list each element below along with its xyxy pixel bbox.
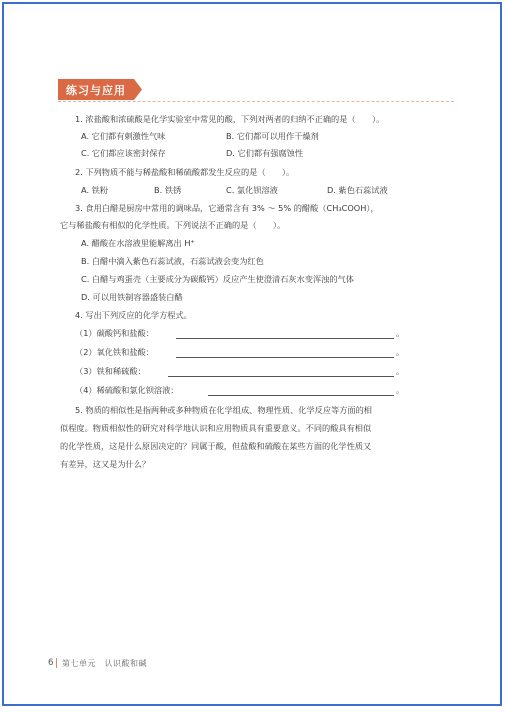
q1-option-d: D. 它们都有强腐蚀性 bbox=[226, 148, 304, 158]
q4-item-1-end: 。 bbox=[396, 328, 405, 338]
section-divider bbox=[58, 101, 454, 102]
q4-stem: 4. 写出下列反应的化学方程式。 bbox=[75, 310, 192, 320]
q3-stem-line2: 它与稀盐酸有相似的化学性质。下列说法不正确的是（ ）。 bbox=[60, 220, 286, 230]
q5-line3: 的化学性质，这是什么原因决定的？同属于酸，但盐酸和硫酸在某些方面的化学性质又 bbox=[60, 441, 372, 451]
q4-item-2-answer-line[interactable] bbox=[176, 357, 394, 358]
q1-option-b: B. 它们都可以用作干燥剂 bbox=[226, 131, 319, 141]
section-title: 练习与应用 bbox=[66, 84, 126, 97]
q4-item-4-label: （4）稀硫酸和氯化钡溶液： bbox=[75, 385, 179, 395]
q4-item-2-end: 。 bbox=[396, 347, 405, 357]
footer-divider bbox=[56, 658, 57, 668]
q1-stem: 1. 浓盐酸和浓硫酸是化学实验室中常见的酸，下列对两者的归纳不正确的是（ ）。 bbox=[75, 114, 385, 124]
q2-option-b: B. 铁锈 bbox=[154, 185, 182, 195]
q3-option-d: D. 可以用铁制容器盛装白醋 bbox=[81, 292, 183, 302]
q5-line4: 有差异，这又是为什么？ bbox=[60, 459, 151, 469]
q2-option-a: A. 铁粉 bbox=[81, 185, 109, 195]
q3-option-b: B. 白醋中滴入紫色石蕊试液，石蕊试液会变为红色 bbox=[81, 256, 264, 266]
page-number: 6 bbox=[48, 658, 54, 668]
q4-item-1-answer-line[interactable] bbox=[176, 338, 394, 339]
q1-option-a: A. 它们都有刺激性气味 bbox=[81, 131, 166, 141]
q4-item-3-answer-line[interactable] bbox=[168, 376, 394, 377]
q4-item-4-end: 。 bbox=[396, 385, 405, 395]
q5-line1: 5. 物质的相似性是指两种或多种物质在化学组成、物理性质、化学反应等方面的相 bbox=[75, 405, 372, 415]
unit-title: 第七单元 认识酸和碱 bbox=[62, 659, 147, 668]
q1-option-c: C. 它们都应该密封保存 bbox=[81, 148, 166, 158]
q4-item-2-label: （2）氧化铁和盐酸： bbox=[75, 347, 154, 357]
q3-option-c: C. 白醋与鸡蛋壳（主要成分为碳酸钙）反应产生使澄清石灰水变浑浊的气体 bbox=[81, 274, 354, 284]
q3-stem-line1: 3. 食用白醋是厨房中常用的调味品，它通常含有 3% ～ 5% 的醋酸（CH₃COOH）， bbox=[75, 203, 379, 213]
q4-item-1-label: （1）碳酸钙和盐酸： bbox=[75, 328, 154, 338]
q2-stem: 2. 下列物质不能与稀盐酸和稀硫酸都发生反应的是（ ）。 bbox=[75, 167, 295, 177]
q4-item-3-label: （3）铁和稀硫酸： bbox=[75, 366, 146, 376]
q5-line2: 似程度。物质相似性的研究对科学地认识和应用物质具有重要意义。不同的酸具有相似 bbox=[60, 423, 372, 433]
q2-option-d: D. 紫色石蕊试液 bbox=[327, 185, 388, 195]
q2-option-c: C. 氯化钡溶液 bbox=[226, 185, 278, 195]
q3-option-a: A. 醋酸在水溶液里能解离出 H⁺ bbox=[81, 238, 195, 248]
q4-item-4-answer-line[interactable] bbox=[208, 395, 394, 396]
q4-item-3-end: 。 bbox=[396, 366, 405, 376]
